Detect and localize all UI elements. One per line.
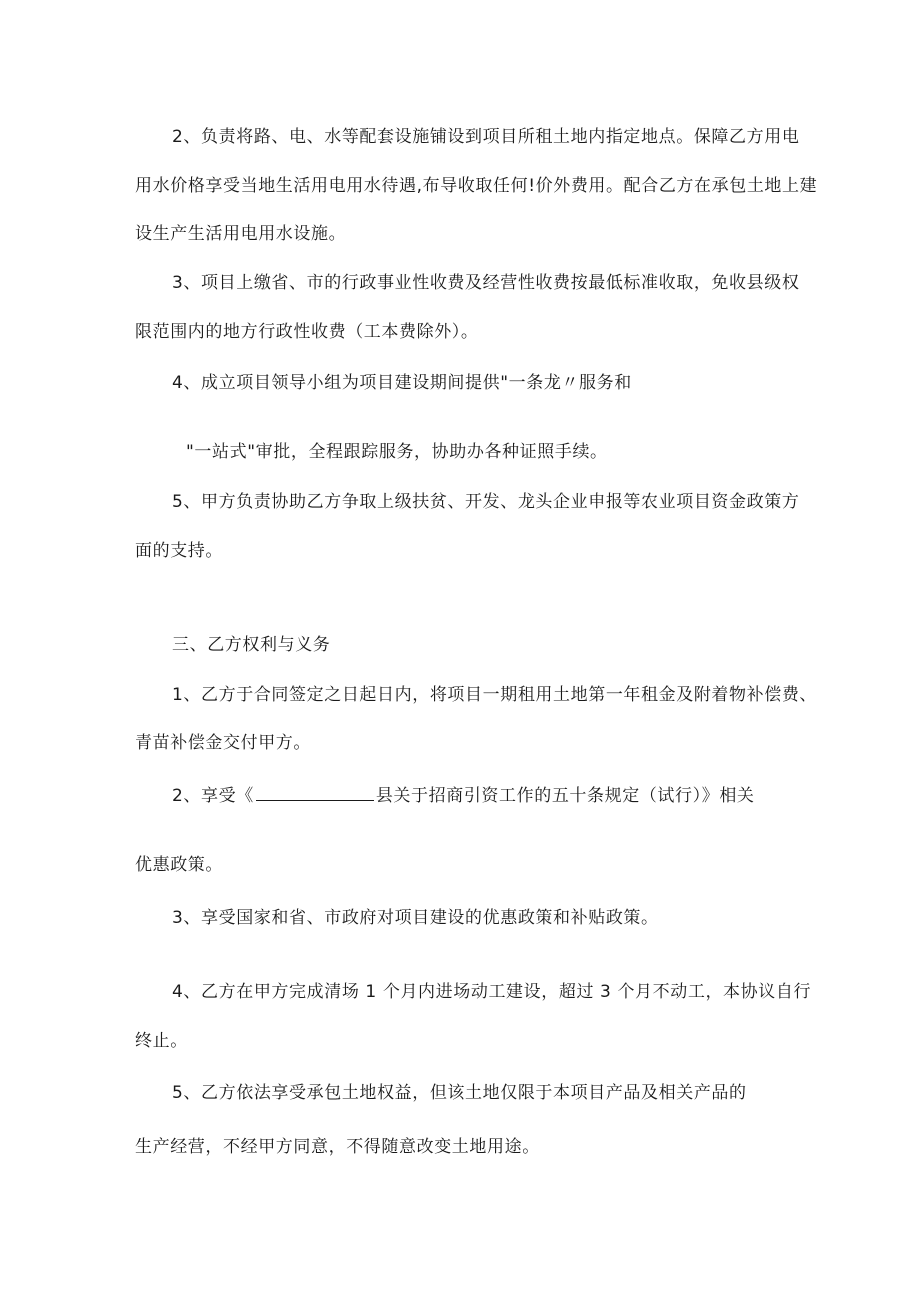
item-5-line-2: 生产经营，不经甲方同意，不得随意改变土地用途。 xyxy=(135,1137,540,1157)
paragraph-5a-line-1: 5、甲方负责协助乙方争取上级扶贫、开发、龙头企业申报等农业项目资金政策方 xyxy=(172,492,800,512)
item-4-line-2: 终止。 xyxy=(135,1031,188,1051)
item-5-line-1: 5、乙方依法享受承包土地权益，但该土地仅限于本项目产品及相关产品的 xyxy=(172,1083,747,1103)
paragraph-3a-line-1: 3、项目上缴省、市的行政事业性收费及经营性收费按最低标准收取，免收县级权 xyxy=(172,273,800,293)
paragraph-2a-line-1: 2、负责将路、电、水等配套设施铺设到项目所租土地内指定地点。保障乙方用电 xyxy=(172,127,800,147)
paragraph-3a-line-2: 限范围内的地方行政性收费（工本费除外）。 xyxy=(135,322,479,342)
item-3-line-1: 3、享受国家和省、市政府对项目建设的优惠政策和补贴政策。 xyxy=(172,908,659,928)
item-2-suffix: 县关于招商引资工作的五十条规定（试行）》相关 xyxy=(375,786,755,806)
section-3-title: 三、乙方权利与义务 xyxy=(172,635,331,655)
item-2-prefix: 2、享受《 xyxy=(172,786,254,806)
paragraph-4a-line-1: 4、成立项目领导小组为项目建设期间提供"一条龙〃服务和 xyxy=(172,373,632,393)
paragraph-2a-line-2: 用水价格享受当地生活用电用水待遇,布导收取任何!价外费用。配合乙方在承包土地上建 xyxy=(135,176,818,196)
paragraph-4a-line-2: "一站式"审批，全程跟踪服务，协助办各种证照手续。 xyxy=(186,442,608,462)
paragraph-2a-line-3: 设生产生活用电用水设施。 xyxy=(135,224,347,244)
paragraph-5a-line-2: 面的支持。 xyxy=(135,541,223,561)
item-1-line-2: 青苗补偿金交付甲方。 xyxy=(135,733,311,753)
fill-in-blank xyxy=(256,783,374,801)
item-1-line-1: 1、乙方于合同签定之日起日内，将项目一期租用土地第一年租金及附着物补偿费、 xyxy=(172,685,818,705)
item-4-line-1: 4、乙方在甲方完成清场 1 个月内进场动工建设，超过 3 个月不动工，本协议自行 xyxy=(172,982,812,1002)
item-2-line-1 xyxy=(172,783,832,808)
item-2-line-2: 优惠政策。 xyxy=(135,855,223,875)
